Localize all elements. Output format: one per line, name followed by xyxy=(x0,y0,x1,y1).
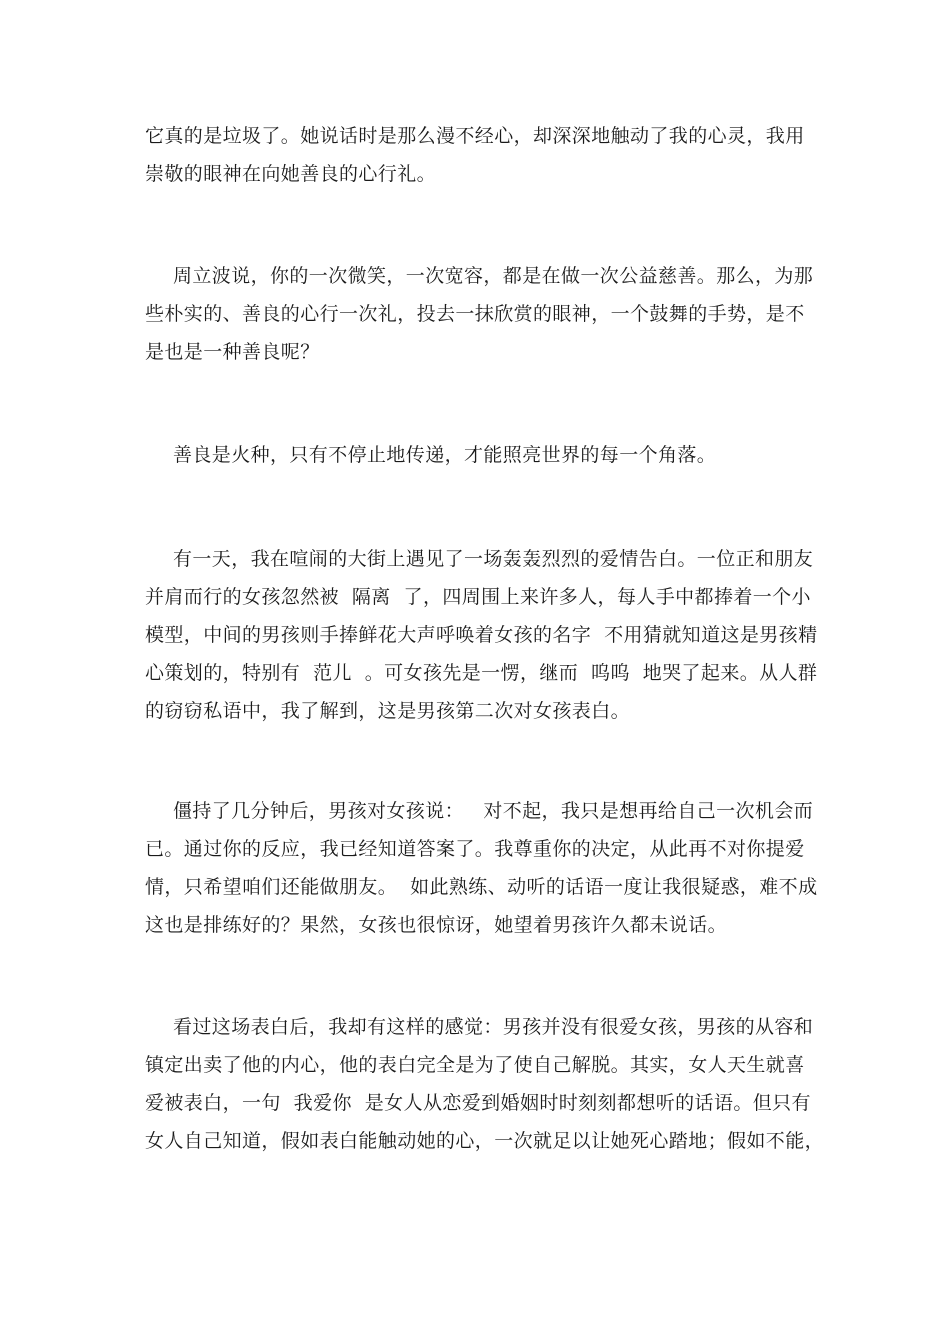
text-line: 僵持了几分钟后，男孩对女孩说： 对不起，我只是想再给自己一次机会而 xyxy=(173,800,814,822)
paragraph xyxy=(145,1008,825,1160)
paragraph xyxy=(145,436,810,474)
text-line: 并肩而行的女孩忽然被 隔离 了，四周围上来许多人，每人手中都捧着一个小 xyxy=(145,586,811,608)
text-line: 这也是排练好的？果然，女孩也很惊讶，她望着男孩许久都未说话。 xyxy=(145,914,728,936)
paragraph xyxy=(145,540,818,730)
text-line: 模型，中间的男孩则手捧鲜花大声呼唤着女孩的名字 不用猜就知道这是男孩精 xyxy=(145,624,818,646)
paragraph xyxy=(145,792,818,944)
text-line: 心策划的，特别有 范儿 。可女孩先是一愣，继而 呜呜 地哭了起来。从人群 xyxy=(145,662,818,684)
text-line: 情，只希望咱们还能做朋友。 如此熟练、动听的话语一度让我很疑惑，难不成 xyxy=(145,876,818,898)
text-line: 女人自己知道，假如表白能触动她的心，一次就足以让她死心踏地；假如不能， xyxy=(145,1130,825,1152)
paragraph xyxy=(145,257,814,371)
text-line: 看过这场表白后，我却有这样的感觉：男孩并没有很爱女孩，男孩的从容和 xyxy=(173,1016,814,1038)
text-line: 已。通过你的反应，我已经知道答案了。我尊重你的决定，从此再不对你提爱 xyxy=(145,838,805,860)
text-line: 镇定出卖了他的内心，他的表白完全是为了使自己解脱。其实，女人天生就喜 xyxy=(145,1054,805,1076)
text-line: 它真的是垃圾了。她说话时是那么漫不经心，却深深地触动了我的心灵，我用 xyxy=(145,125,805,147)
text-line: 崇敬的眼神在向她善良的心行礼。 xyxy=(145,163,437,185)
text-line: 爱被表白，一句 我爱你 是女人从恋爱到婚姻时时刻刻都想听的话语。但只有 xyxy=(145,1092,811,1114)
text-line: 是也是一种善良呢？ xyxy=(145,341,320,363)
paragraph xyxy=(145,117,810,193)
text-line: 周立波说，你的一次微笑，一次宽容，都是在做一次公益慈善。那么，为那 xyxy=(173,265,814,287)
text-line: 些朴实的、善良的心行一次礼，投去一抹欣赏的眼神，一个鼓舞的手势，是不 xyxy=(145,303,805,325)
text-line: 有一天，我在喧闹的大街上遇见了一场轰轰烈烈的爱情告白。一位正和朋友 xyxy=(173,548,814,570)
text-line: 的窃窃私语中，我了解到，这是男孩第二次对女孩表白。 xyxy=(145,700,631,722)
text-line: 善良是火种，只有不停止地传递，才能照亮世界的每一个角落。 xyxy=(173,444,717,466)
